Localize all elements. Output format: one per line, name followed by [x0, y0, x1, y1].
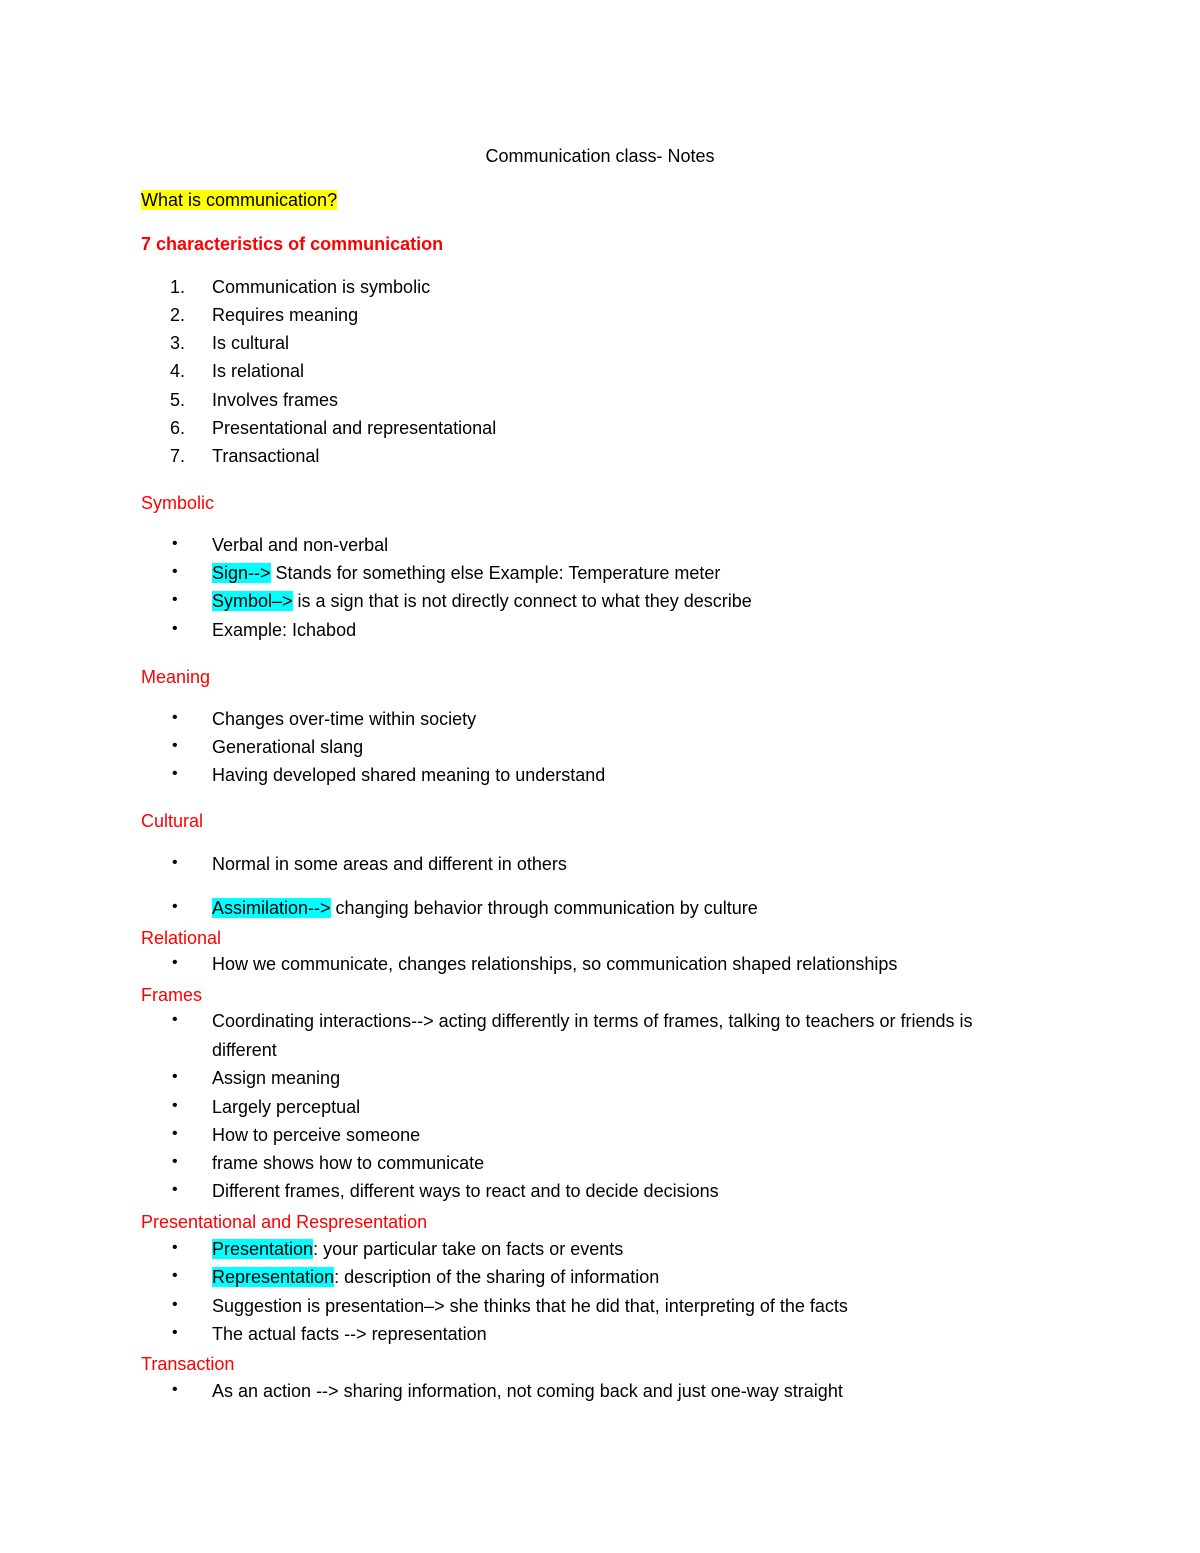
list-number: 7. — [170, 446, 186, 466]
list-item — [212, 563, 720, 584]
bullet: • — [172, 954, 178, 971]
bullet: • — [172, 737, 178, 754]
list-item: Example: Ichabod — [212, 620, 357, 640]
list-item: Is cultural — [212, 333, 290, 353]
bullet: • — [172, 1181, 178, 1198]
list-number: 4. — [170, 361, 186, 381]
section-heading-presentational: Presentational and Respresentation — [141, 1212, 428, 1232]
list-item: Largely perceptual — [212, 1097, 361, 1117]
bullet: • — [172, 591, 178, 608]
list-item: Communication is symbolic — [212, 277, 431, 297]
list-item: Coordinating interactions--> acting differently in terms of frames, talking to teachers or friends is — [212, 1011, 973, 1031]
term-definition: changing behavior through communication by culture — [330, 898, 758, 918]
section-heading-relational: Relational — [141, 928, 222, 948]
question-text: What is communication? — [141, 190, 338, 210]
list-item: Suggestion is presentation–> she thinks that he did that, interpreting of the facts — [212, 1296, 848, 1316]
bullet: • — [172, 1068, 178, 1085]
list-number: 5. — [170, 390, 186, 410]
list-item: As an action --> sharing information, not coming back and just one-way straight — [212, 1381, 843, 1401]
list-item: Different frames, different ways to react and to decide decisions — [212, 1181, 719, 1201]
list-item: Having developed shared meaning to understand — [212, 765, 606, 785]
list-item — [212, 1267, 659, 1288]
list-number: 2. — [170, 305, 186, 325]
term-highlight: Symbol–> — [212, 591, 293, 611]
bullet: • — [172, 1267, 178, 1284]
bullet: • — [172, 709, 178, 726]
term-highlight: Representation — [212, 1267, 335, 1287]
section-heading-symbolic: Symbolic — [141, 493, 215, 513]
bullet: • — [172, 854, 178, 871]
list-number: 1. — [170, 277, 186, 297]
section-heading-cultural: Cultural — [141, 811, 204, 831]
bullet: • — [172, 563, 178, 580]
bullet: • — [172, 765, 178, 782]
list-item — [212, 1239, 623, 1260]
list-item: Verbal and non-verbal — [212, 535, 389, 555]
section-heading-frames: Frames — [141, 985, 203, 1005]
characteristics-heading: 7 characteristics of communication — [141, 234, 444, 254]
bullet: • — [172, 1324, 178, 1341]
list-number: 3. — [170, 333, 186, 353]
list-item: Normal in some areas and different in others — [212, 854, 567, 874]
bullet: • — [172, 1239, 178, 1256]
section-heading-meaning: Meaning — [141, 667, 211, 687]
term-highlight: Assimilation--> — [212, 898, 331, 918]
list-item: Requires meaning — [212, 305, 359, 325]
list-item: Involves frames — [212, 390, 339, 410]
bullet: • — [172, 1097, 178, 1114]
bullet: • — [172, 535, 178, 552]
list-item: Generational slang — [212, 737, 364, 757]
section-heading-transaction: Transaction — [141, 1354, 235, 1374]
bullet: • — [172, 1153, 178, 1170]
list-item-continuation: different — [212, 1040, 277, 1060]
list-item: Is relational — [212, 361, 305, 381]
page-title: Communication class- Notes — [485, 146, 715, 166]
list-item: Presentational and representational — [212, 418, 497, 438]
list-item: How we communicate, changes relationships, so communication shaped relationships — [212, 954, 898, 974]
list-number: 6. — [170, 418, 186, 438]
bullet: • — [172, 898, 178, 915]
question-heading — [141, 188, 337, 212]
list-item: Transactional — [212, 446, 320, 466]
list-item: Changes over-time within society — [212, 709, 477, 729]
term-highlight: Sign--> — [212, 563, 271, 583]
list-item: Assign meaning — [212, 1068, 341, 1088]
bullet: • — [172, 620, 178, 637]
list-item: The actual facts --> representation — [212, 1324, 487, 1344]
list-item — [212, 591, 752, 612]
term-definition: : description of the sharing of information — [334, 1267, 660, 1287]
bullet: • — [172, 1296, 178, 1313]
term-definition: is a sign that is not directly connect to what they describe — [292, 591, 752, 611]
bullet: • — [172, 1125, 178, 1142]
term-definition: : your particular take on facts or events — [313, 1239, 624, 1259]
bullet: • — [172, 1011, 178, 1028]
term-definition: Stands for something else Example: Temperature meter — [270, 563, 721, 583]
bullet: • — [172, 1381, 178, 1398]
list-item: frame shows how to communicate — [212, 1153, 485, 1173]
list-item — [212, 898, 758, 919]
term-highlight: Presentation — [212, 1239, 314, 1259]
list-item: How to perceive someone — [212, 1125, 421, 1145]
